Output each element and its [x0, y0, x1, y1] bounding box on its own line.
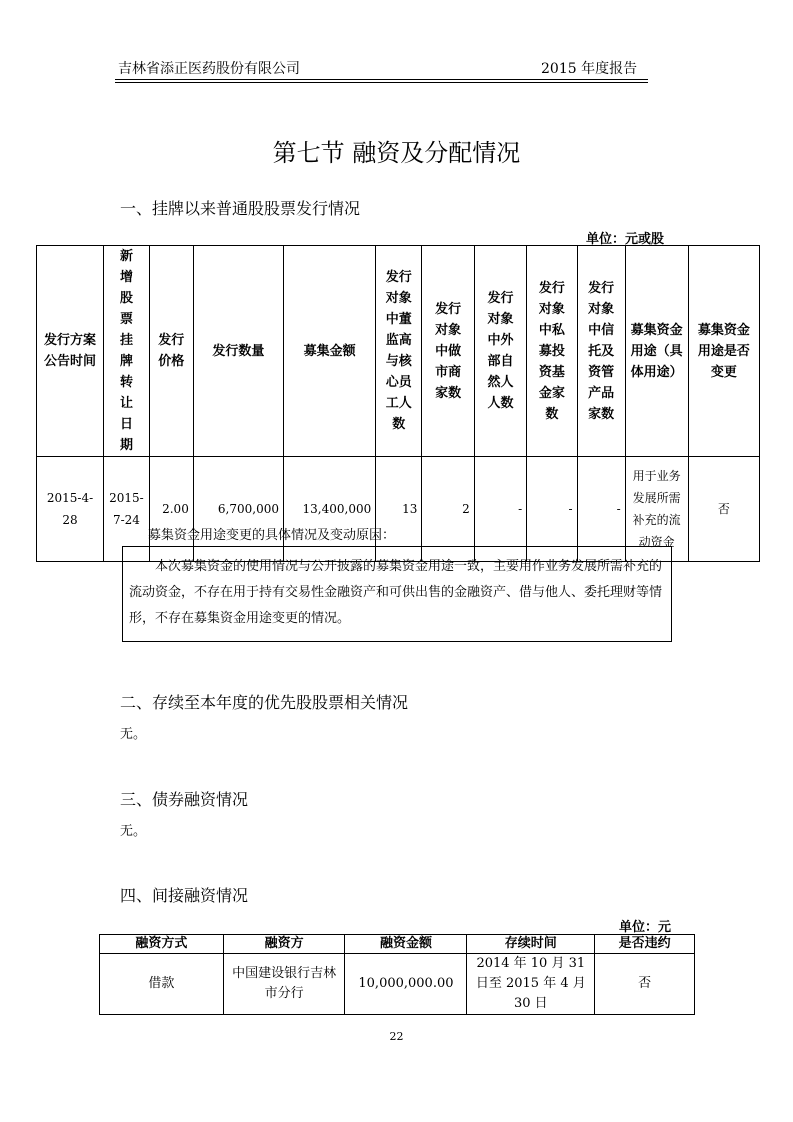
header-market-makers: 发行对象中做市商家数 — [422, 246, 474, 457]
change-reason-text: 本次募集资金的使用情况与公开披露的募集资金用途一致，主要用作业务发展所需补充的流动资金，不存在用于持有交易性金融资产和可供出售的金融资产、借与他人、委托理财等情形，不存在募集资金用途变更的情况。 — [129, 559, 663, 626]
header-purpose: 募集资金用途（具体用途） — [625, 246, 688, 457]
header-method: 融资方式 — [100, 935, 224, 954]
section3-title: 三、债券融资情况 — [120, 790, 249, 809]
cell-period: 2014 年 10 月 31 日至 2015 年 4 月 30 日 — [467, 954, 595, 1015]
header-company: 吉林省添正医药股份有限公司 — [118, 61, 300, 77]
cell-amount: 13,400,000 — [283, 457, 375, 562]
section1-title: 一、挂牌以来普通股股票发行情况 — [120, 199, 361, 218]
cell-method: 借款 — [100, 954, 224, 1015]
section2-title: 二、存续至本年度的优先股股票相关情况 — [120, 693, 409, 712]
cell-amount: 10,000,000.00 — [345, 954, 467, 1015]
section4-title: 四、间接融资情况 — [120, 886, 249, 905]
cell-natural-persons: - — [474, 457, 526, 562]
indirect-financing-table — [99, 934, 695, 1015]
header-quantity: 发行数量 — [193, 246, 283, 457]
chapter-title: 第七节 融资及分配情况 — [272, 139, 521, 167]
cell-price: 2.00 — [149, 457, 193, 562]
page-number: 22 — [389, 1030, 404, 1043]
cell-private-funds: - — [527, 457, 577, 562]
table-header-row — [37, 246, 760, 457]
header-default: 是否违约 — [595, 935, 695, 954]
header-report: 2015 年度报告 — [541, 61, 638, 77]
table-row — [100, 954, 695, 1015]
cell-default: 否 — [595, 954, 695, 1015]
cell-purpose: 用于业务发展所需补充的流动资金 — [625, 457, 688, 562]
table-header-row — [100, 935, 695, 954]
cell-listing-date: 2015-7-24 — [104, 457, 150, 562]
header-divider — [115, 79, 648, 80]
header-natural-persons: 发行对象中外部自然人人数 — [474, 246, 526, 457]
section4-unit: 单位：元 — [619, 920, 672, 935]
change-reason-box — [122, 546, 672, 642]
stock-issuance-table — [36, 245, 760, 562]
header-listing-date: 新增股票挂牌转让日期 — [104, 246, 150, 457]
section1-unit: 单位：元或股 — [586, 232, 665, 247]
header-amount: 融资金额 — [345, 935, 467, 954]
header-price: 发行价格 — [149, 246, 193, 457]
cell-lender: 中国建设银行吉林市分行 — [223, 954, 345, 1015]
header-divider-double — [115, 82, 648, 83]
header-amount: 募集金额 — [283, 246, 375, 457]
change-reason-title: 募集资金用途变更的具体情况及变动原因： — [148, 528, 396, 543]
section2-content: 无。 — [120, 727, 147, 742]
header-insiders: 发行对象中董监高与核心员工人数 — [376, 246, 422, 457]
cell-announce-date: 2015-4-28 — [37, 457, 104, 562]
cell-market-makers: 2 — [422, 457, 474, 562]
cell-insiders: 13 — [376, 457, 422, 562]
section3-content: 无。 — [120, 824, 147, 839]
cell-trust-products: - — [577, 457, 625, 562]
header-trust-products: 发行对象中信托及资管产品家数 — [577, 246, 625, 457]
header-private-funds: 发行对象中私募投资基金家数 — [527, 246, 577, 457]
cell-quantity: 6,700,000 — [193, 457, 283, 562]
header-lender: 融资方 — [223, 935, 345, 954]
header-announce-date: 发行方案公告时间 — [37, 246, 104, 457]
header-purpose-changed: 募集资金用途是否变更 — [688, 246, 759, 457]
header-period: 存续时间 — [467, 935, 595, 954]
cell-purpose-changed: 否 — [688, 457, 759, 562]
